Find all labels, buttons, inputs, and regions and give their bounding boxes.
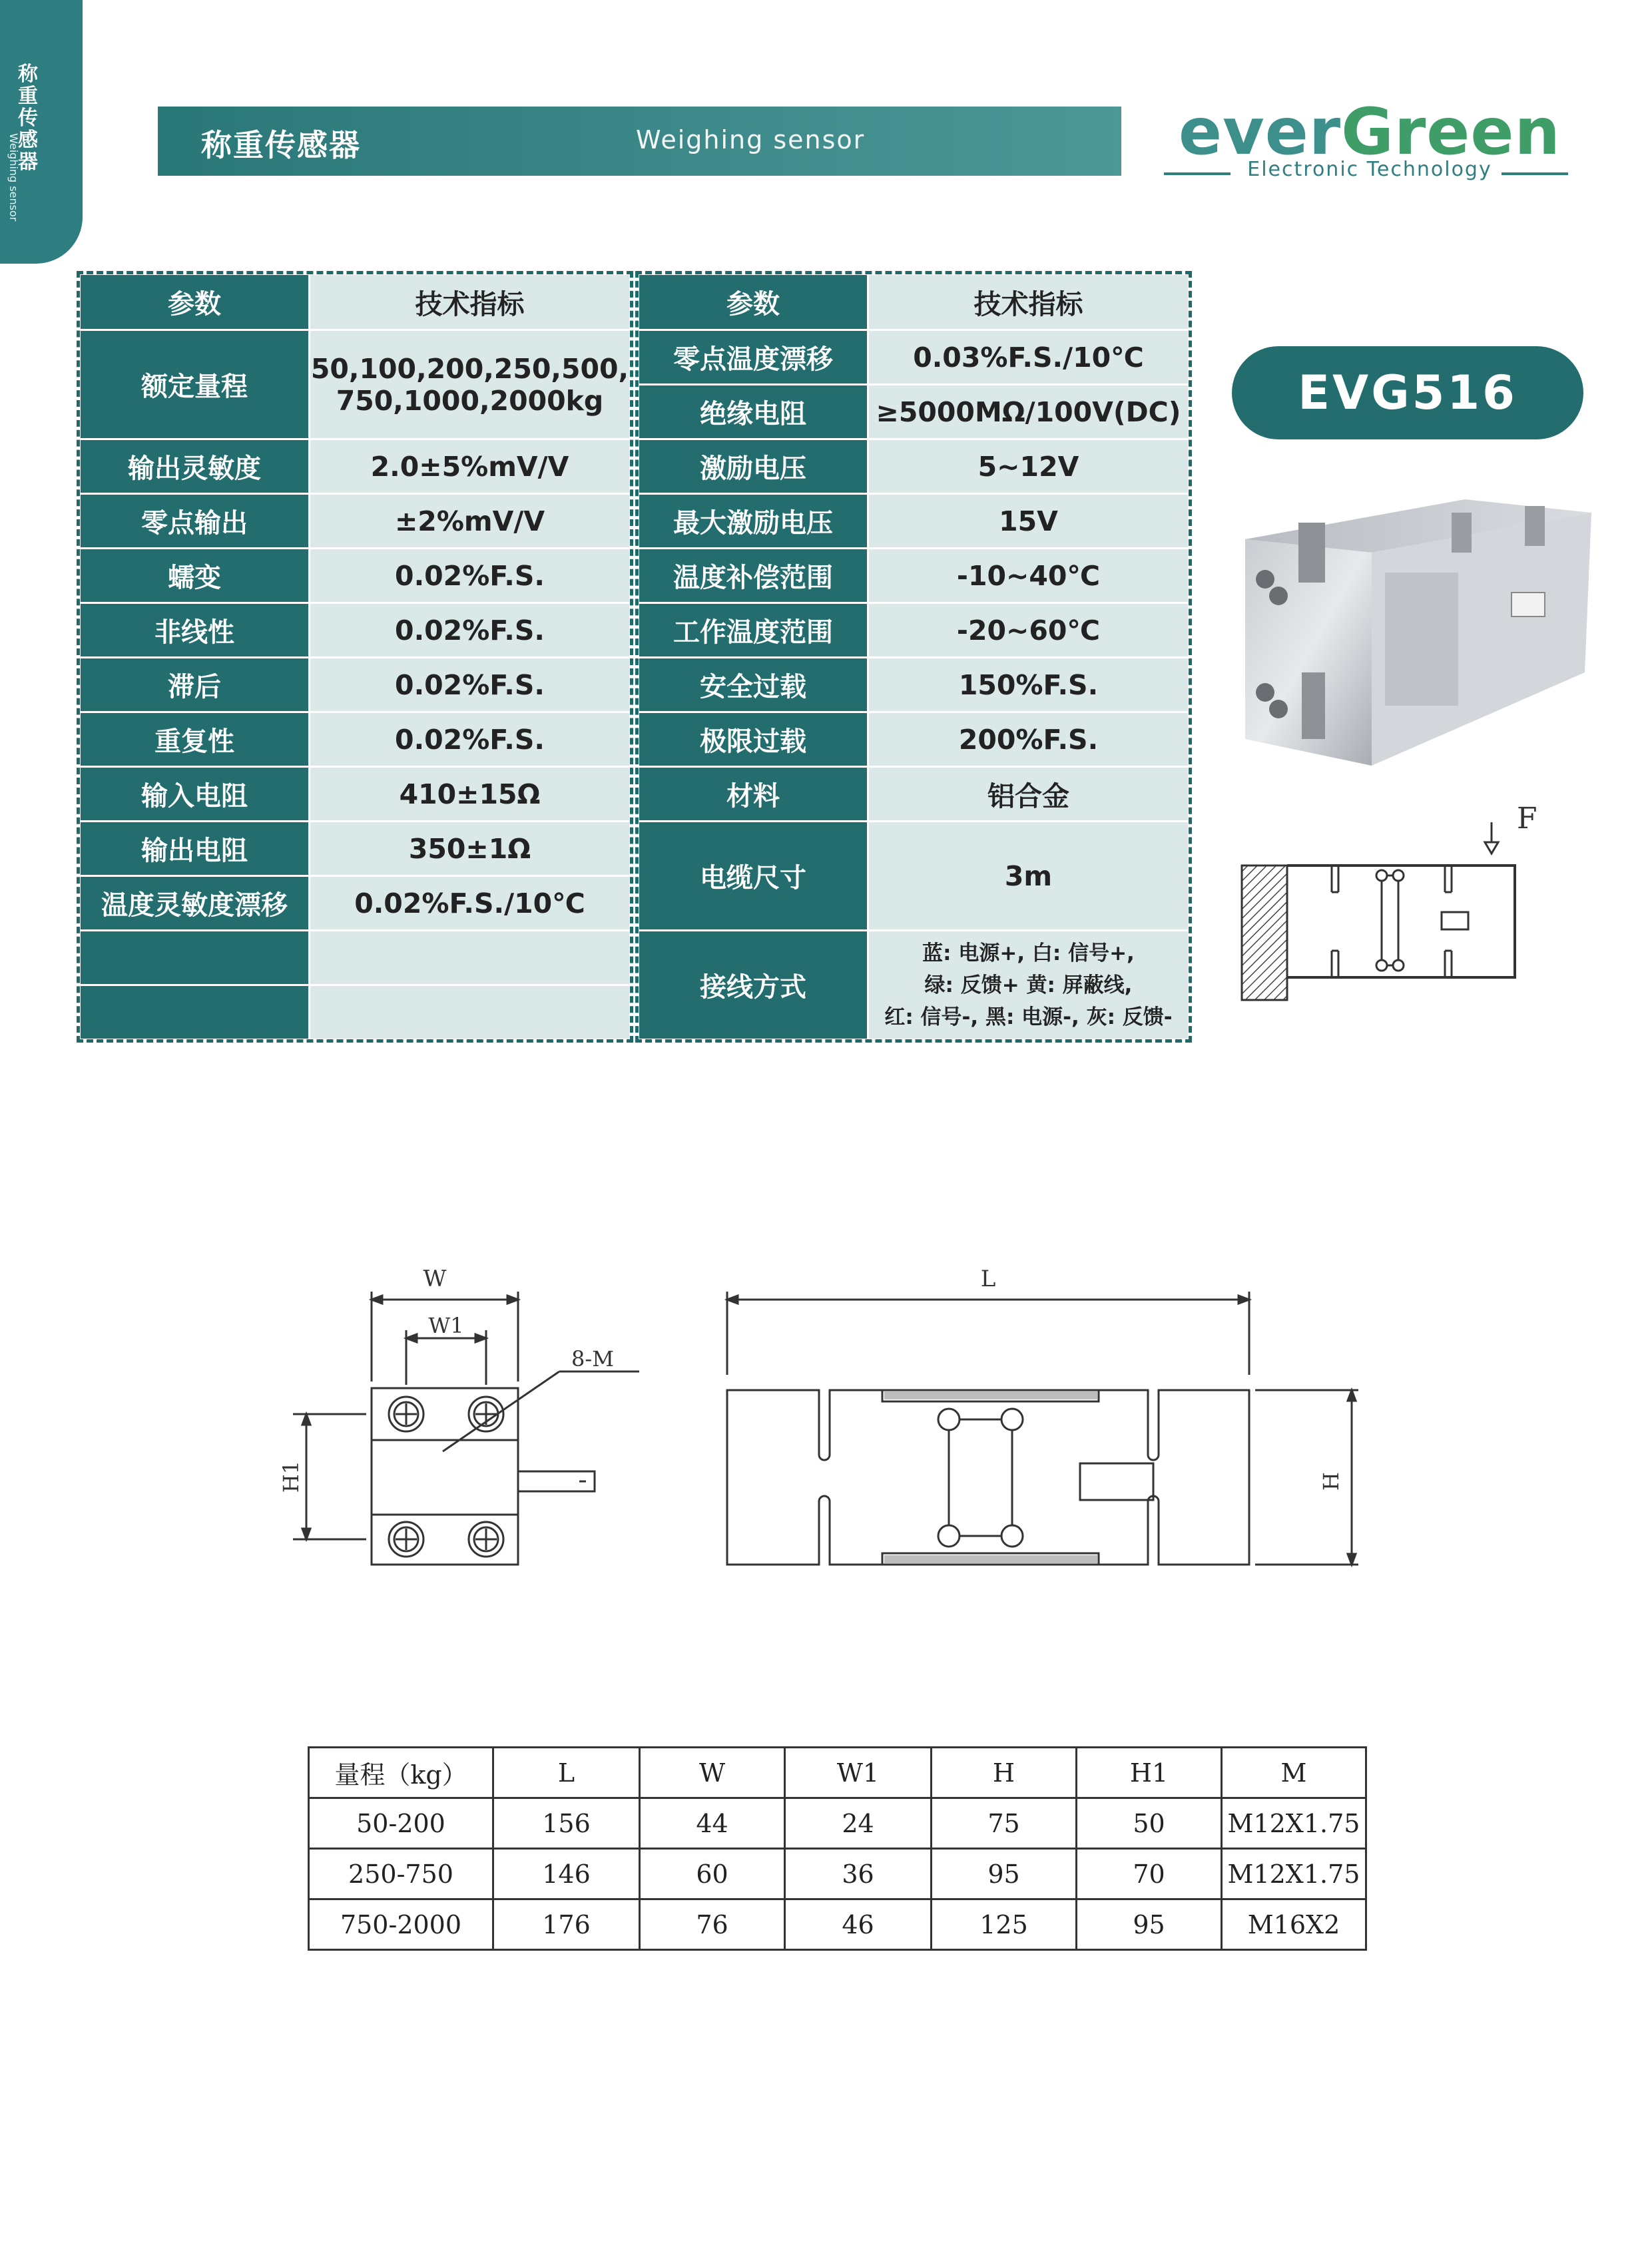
column-header: H1 — [1077, 1748, 1222, 1798]
table-cell: 50 — [1077, 1798, 1222, 1849]
param-value: 0.02%F.S. — [310, 549, 631, 603]
column-header: M — [1222, 1748, 1366, 1798]
param-value: 150%F.S. — [868, 658, 1189, 712]
table-cell: 50-200 — [309, 1798, 493, 1849]
table-row-empty — [80, 931, 631, 985]
table-row — [639, 712, 1189, 767]
param-label: 零点输出 — [80, 494, 310, 549]
table-row — [639, 330, 1189, 385]
param-value: ±2%mV/V — [310, 494, 631, 549]
logo-tagline: Electronic Technology — [1247, 158, 1492, 181]
force-arrow-icon — [1485, 822, 1498, 854]
table-cell: 176 — [493, 1899, 640, 1950]
table-cell: 750-2000 — [309, 1899, 493, 1950]
param-value: 410±15Ω — [310, 767, 631, 822]
header-param: 参数 — [80, 274, 310, 330]
dimension-header-row — [309, 1748, 1366, 1798]
dim-label-w: W — [423, 1266, 447, 1292]
param-label: 滞后 — [80, 658, 310, 712]
header-param: 参数 — [639, 274, 868, 330]
param-label: 输出电阻 — [80, 822, 310, 876]
table-row — [80, 876, 631, 931]
table-cell: 95 — [932, 1849, 1077, 1899]
table-row — [80, 494, 631, 549]
header-spec: 技术指标 — [868, 274, 1189, 330]
table-cell: 44 — [640, 1798, 785, 1849]
param-label: 绝缘电阻 — [639, 385, 868, 439]
product-photo — [1239, 486, 1598, 766]
table-cell: 125 — [932, 1899, 1077, 1950]
banner-title-zh: 称重传感器 — [201, 127, 361, 163]
fixed-wall — [1242, 866, 1287, 1000]
param-label: 输入电阻 — [80, 767, 310, 822]
hatched-strip-bottom — [884, 1555, 1097, 1563]
param-value: 15V — [868, 494, 1189, 549]
param-value: -10~40℃ — [868, 549, 1189, 603]
param-value: 3m — [868, 822, 1189, 931]
table-cell: M12X1.75 — [1222, 1798, 1366, 1849]
empty-cell — [310, 985, 631, 1040]
param-value: 0.03%F.S./10℃ — [868, 330, 1189, 385]
table-row — [309, 1798, 1366, 1849]
table-row — [639, 658, 1189, 712]
empty-cell — [80, 931, 310, 985]
table-row — [80, 439, 631, 494]
param-label: 电缆尺寸 — [639, 822, 868, 931]
param-label: 安全过载 — [639, 658, 868, 712]
table-row — [80, 712, 631, 767]
param-label: 输出灵敏度 — [80, 439, 310, 494]
header-banner — [158, 107, 1121, 176]
table-row — [80, 658, 631, 712]
table-cell: 60 — [640, 1849, 785, 1899]
dim-label-thread: 8-M — [571, 1346, 614, 1371]
column-header: L — [493, 1748, 640, 1798]
table-row — [639, 822, 1189, 931]
param-label: 接线方式 — [639, 931, 868, 1040]
dim-label-h1: H1 — [278, 1460, 304, 1493]
table-row — [639, 767, 1189, 822]
force-label: F — [1517, 802, 1537, 836]
header-spec: 技术指标 — [310, 274, 631, 330]
table-cell: 250-750 — [309, 1849, 493, 1899]
table-row — [80, 603, 631, 658]
param-value: 50,100,200,250,500, 750,1000,2000kg — [310, 330, 631, 439]
param-value: 0.02%F.S. — [310, 712, 631, 767]
param-value: 2.0±5%mV/V — [310, 439, 631, 494]
param-value: 0.02%F.S. — [310, 603, 631, 658]
param-label: 激励电压 — [639, 439, 868, 494]
table-row — [80, 767, 631, 822]
spec-table-left — [79, 273, 631, 1041]
param-label: 工作温度范围 — [639, 603, 868, 658]
table-row — [80, 549, 631, 603]
hatched-strip-top — [884, 1391, 1097, 1399]
side-tab-subtitle: Weighing sensor — [7, 133, 20, 222]
param-label: 重复性 — [80, 712, 310, 767]
param-value: 0.02%F.S. — [310, 658, 631, 712]
dim-label-h: H — [1318, 1472, 1344, 1491]
param-value: 200%F.S. — [868, 712, 1189, 767]
end-view-drawing — [266, 1252, 679, 1664]
table-cell: 75 — [932, 1798, 1077, 1849]
table-cell: 24 — [785, 1798, 932, 1849]
table-row — [639, 494, 1189, 549]
table-row — [639, 385, 1189, 439]
table-row — [639, 603, 1189, 658]
column-header: W1 — [785, 1748, 932, 1798]
table-cell: 156 — [493, 1798, 640, 1849]
side-tab — [0, 0, 83, 264]
param-label: 最大激励电压 — [639, 494, 868, 549]
wiring-value: 蓝: 电源+, 白: 信号+, 绿: 反馈+ 黄: 屏蔽线, 红: 信号-, 黑: 电源-, 灰: 反馈- — [868, 931, 1189, 1040]
table-cell: M16X2 — [1222, 1899, 1366, 1950]
param-label: 零点温度漂移 — [639, 330, 868, 385]
table-cell: M12X1.75 — [1222, 1849, 1366, 1899]
table-row — [639, 439, 1189, 494]
table-row — [309, 1899, 1366, 1950]
table-cell: 36 — [785, 1849, 932, 1899]
side-view-drawing — [712, 1252, 1365, 1664]
param-value: ≥5000MΩ/100V(DC) — [868, 385, 1189, 439]
table-row — [80, 822, 631, 876]
param-label: 材料 — [639, 767, 868, 822]
param-label: 温度灵敏度漂移 — [80, 876, 310, 931]
param-value: 5~12V — [868, 439, 1189, 494]
dim-label-l: L — [980, 1266, 996, 1292]
param-value: 0.02%F.S./10℃ — [310, 876, 631, 931]
dim-label-w1: W1 — [428, 1313, 464, 1338]
table-cell: 70 — [1077, 1849, 1222, 1899]
param-label: 非线性 — [80, 603, 310, 658]
spec-table-right — [637, 273, 1190, 1041]
table-cell: 95 — [1077, 1899, 1222, 1950]
param-value: -20~60℃ — [868, 603, 1189, 658]
table-row-empty — [80, 985, 631, 1040]
dimension-table — [308, 1746, 1367, 1951]
column-header: 量程（kg） — [309, 1748, 493, 1798]
logo-divider-left — [1164, 172, 1231, 175]
param-value: 铝合金 — [868, 767, 1189, 822]
empty-cell — [310, 931, 631, 985]
param-label: 蠕变 — [80, 549, 310, 603]
table-row — [639, 931, 1189, 1040]
param-label: 温度补偿范围 — [639, 549, 868, 603]
column-header: H — [932, 1748, 1077, 1798]
table-cell: 46 — [785, 1899, 932, 1950]
banner-title-en: Weighing sensor — [636, 125, 866, 154]
table-row — [309, 1849, 1366, 1899]
param-label: 极限过载 — [639, 712, 868, 767]
empty-cell — [80, 985, 310, 1040]
table-cell: 146 — [493, 1849, 640, 1899]
model-badge: EVG516 — [1232, 346, 1583, 439]
logo-divider-right — [1502, 172, 1568, 175]
side-tab-title: 称重传感器 — [18, 63, 38, 174]
table-header-row — [80, 274, 631, 330]
column-header: W — [640, 1748, 785, 1798]
table-cell: 76 — [640, 1899, 785, 1950]
table-header-row — [639, 274, 1189, 330]
param-label: 额定量程 — [80, 330, 310, 439]
param-value: 350±1Ω — [310, 822, 631, 876]
brand-logo: everGreen — [1179, 95, 1561, 169]
load-diagram — [1239, 799, 1558, 1012]
table-row — [80, 330, 631, 439]
table-row — [639, 549, 1189, 603]
